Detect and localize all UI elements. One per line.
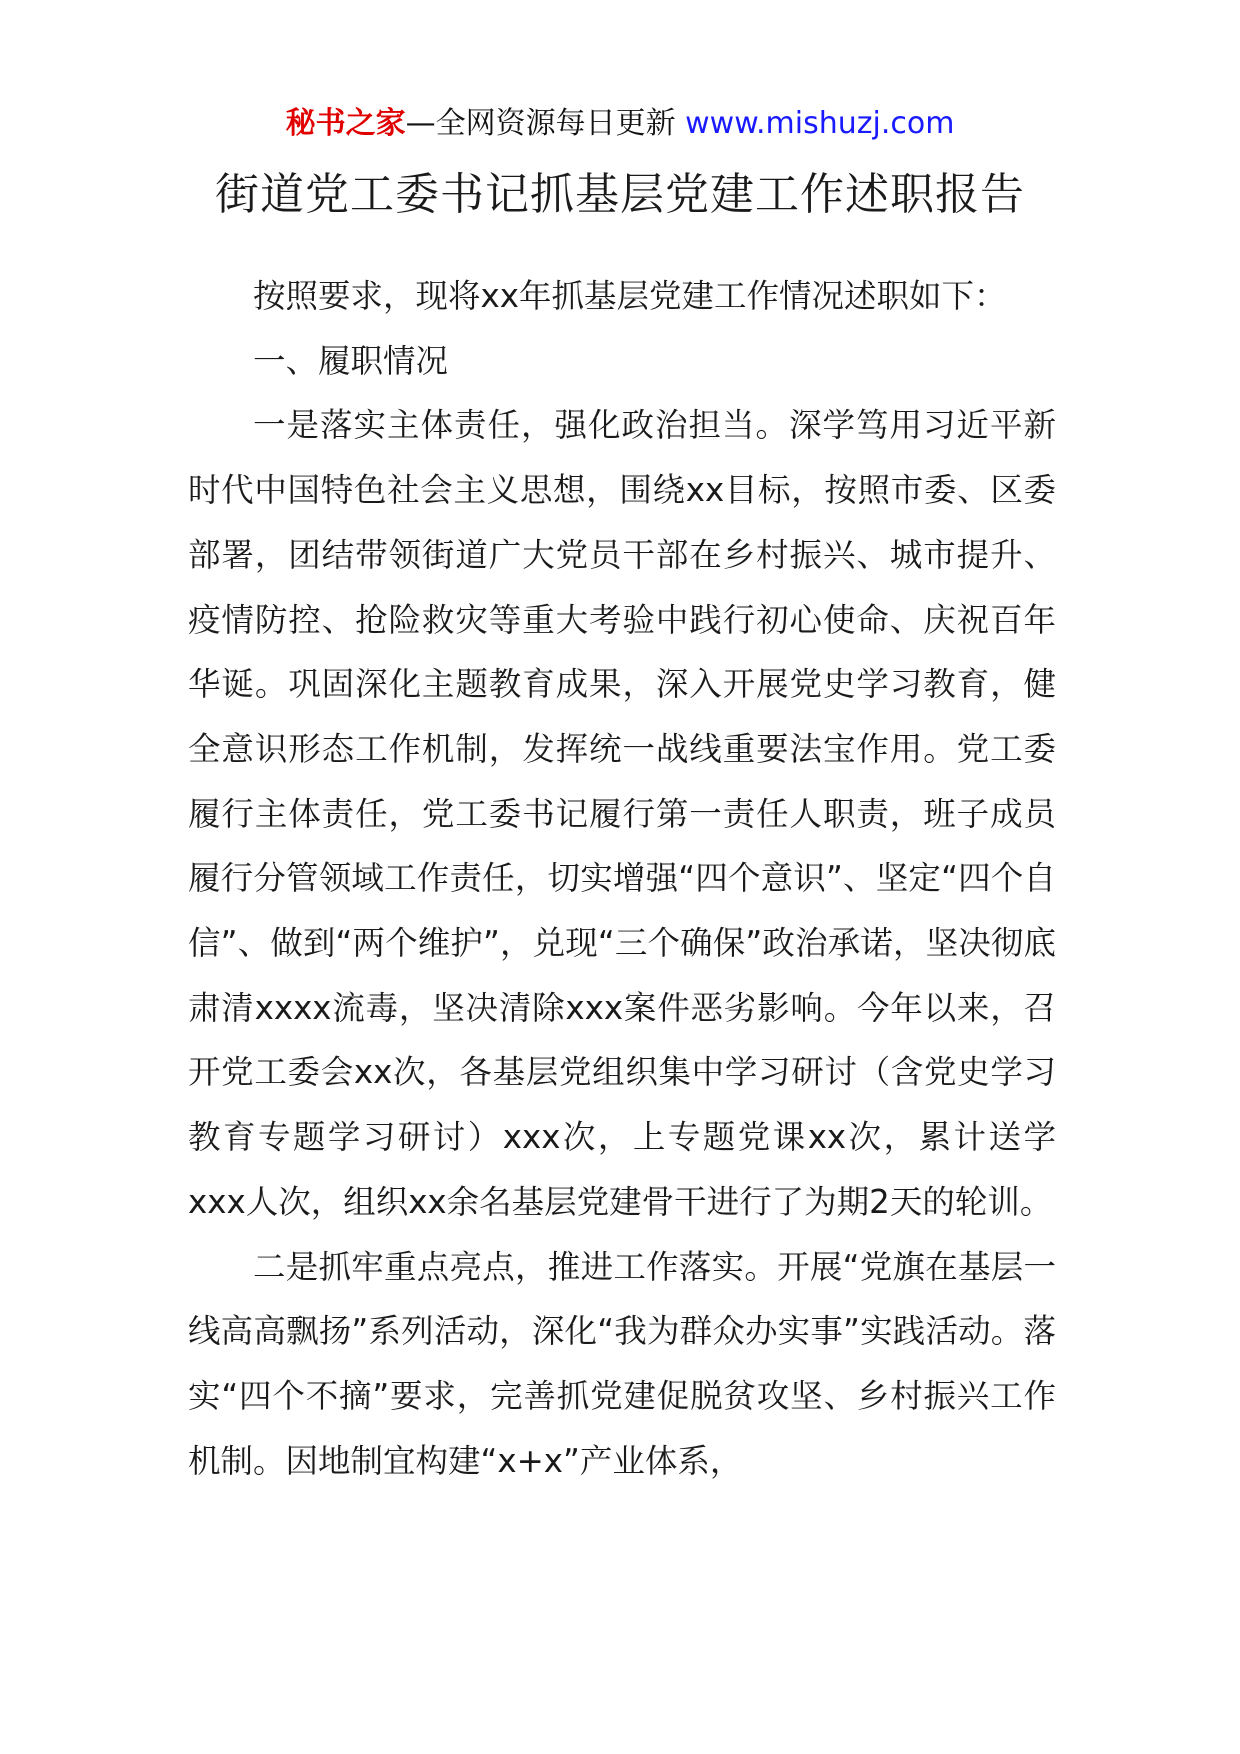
- section-heading: 一、履职情况: [253, 341, 449, 380]
- document-title: 街道党工委书记抓基层党建工作述职报告: [215, 169, 1025, 220]
- website-link[interactable]: www.mishuzj.com: [685, 106, 955, 141]
- brand-name: 秘书之家: [285, 106, 406, 141]
- body-paragraph-2: 二是抓牢重点亮点，推进工作落实。开展“党旗在基层一线高高飘扬”系列活动，深化“我为群众办实事”实践活动。落实“四个不摘”要求，完善抓党建促脱贫攻坚、乡村振兴工作机制。因地制宜构建“x+x”产业体系，: [188, 1247, 1056, 1480]
- intro-paragraph: 按照要求，现将xx年抓基层党建工作情况述职如下：: [253, 277, 1007, 315]
- source-banner: [0, 100, 1240, 148]
- body-paragraph-1: 一是落实主体责任，强化政治担当。深学笃用习近平新时代中国特色社会主义思想，围绕xx目标，按照市委、区委部署，团结带领街道广大党员干部在乡村振兴、城市提升、疫情防控、抢险救灾等重大考验中践行初心使命、庆祝百年华诞。巩固深化主题教育成果，深入开展党史学习教育，健全意识形态工作机制，发挥统一战线重要法宝作用。党工委履行主体责任，党工委书记履行第一责任人职责，班子成员履行分管领域工作责任，切实增强“四个意识”、坚定“四个自信”、做到“两个维护”，兑现“三个确保”政治承诺，坚决彻底肃清xxxx流毒，坚决清除xxx案件恶劣影响。今年以来，召开党工委会xx次，各基层党组织集中学习研讨（含党史学习教育专题学习研讨）xxx次，上专题党课xx次，累计送学xxx人次，组织xx余名基层党建骨干进行了为期2天的轮训。: [188, 406, 1056, 1221]
- banner-slogan: —全网资源每日更新: [405, 106, 686, 141]
- document-body: [188, 264, 1056, 1493]
